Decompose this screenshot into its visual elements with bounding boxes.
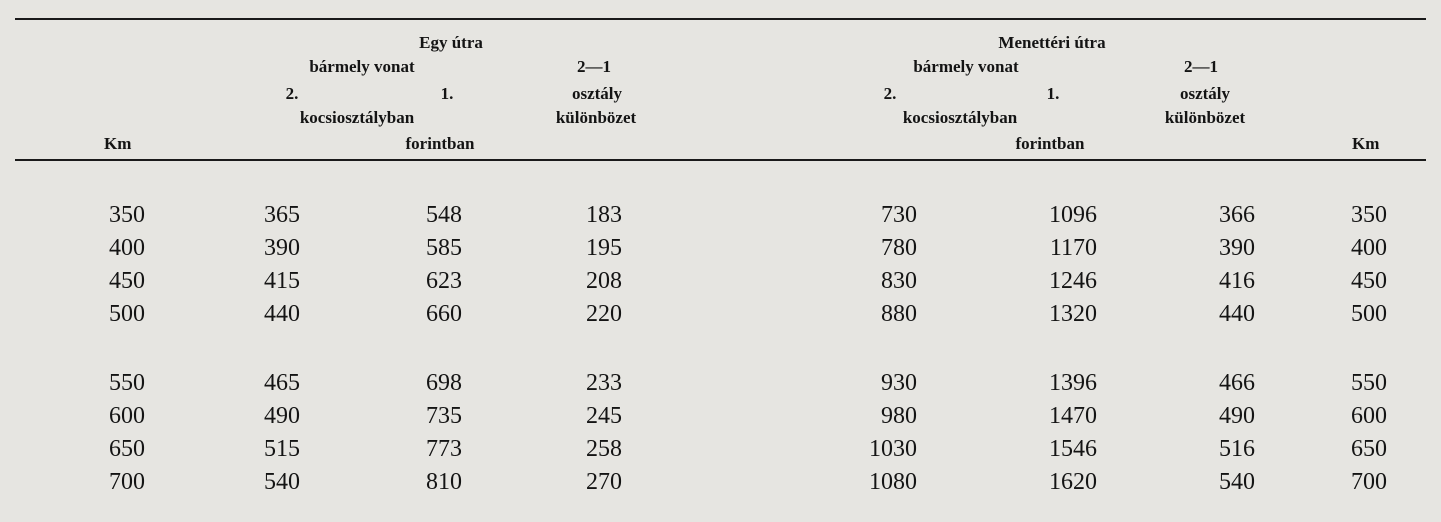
km-right-cell: 700 bbox=[1351, 469, 1387, 495]
km-right-cell: 550 bbox=[1351, 370, 1387, 396]
km-right-cell: 400 bbox=[1351, 235, 1387, 261]
round-trip-class1-cell: 1396 bbox=[1049, 370, 1097, 396]
one-way-diff-cell: 270 bbox=[586, 469, 622, 495]
one-way-diff-label-1: osztály bbox=[571, 84, 623, 103]
one-way-class2-cell: 540 bbox=[264, 469, 300, 495]
one-way-class2-cell: 440 bbox=[264, 301, 300, 327]
one-way-currency: forintban bbox=[405, 134, 475, 153]
one-way-diff-cell: 233 bbox=[586, 370, 622, 396]
round-trip-class1-cell: 1096 bbox=[1049, 202, 1097, 228]
round-trip-diff-cell: 490 bbox=[1219, 403, 1255, 429]
round-trip-class2-cell: 980 bbox=[881, 403, 917, 429]
km-header-left: Km bbox=[104, 134, 132, 153]
km-right-cell: 600 bbox=[1351, 403, 1387, 429]
km-left-cell: 450 bbox=[109, 268, 145, 294]
km-left-cell: 600 bbox=[109, 403, 145, 429]
round-trip-class2-cell: 830 bbox=[881, 268, 917, 294]
round-trip-class2-cell: 780 bbox=[881, 235, 917, 261]
round-trip-class2-cell: 1080 bbox=[869, 469, 917, 495]
table-row bbox=[0, 203, 1441, 231]
round-trip-any-train: bármely vonat bbox=[913, 57, 1019, 76]
one-way-class2-label: 2. bbox=[285, 84, 299, 103]
one-way-diff-range: 2—1 bbox=[577, 57, 611, 76]
one-way-class1-cell: 585 bbox=[426, 235, 462, 261]
one-way-diff-label-2: különbözet bbox=[555, 108, 637, 127]
round-trip-car-class: kocsiosztályban bbox=[902, 108, 1018, 127]
one-way-diff-cell: 258 bbox=[586, 436, 622, 462]
one-way-class1-cell: 773 bbox=[426, 436, 462, 462]
table-row bbox=[0, 236, 1441, 264]
km-left-cell: 700 bbox=[109, 469, 145, 495]
one-way-diff-cell: 220 bbox=[586, 301, 622, 327]
one-way-diff-cell: 195 bbox=[586, 235, 622, 261]
one-way-class2-cell: 365 bbox=[264, 202, 300, 228]
km-left-cell: 550 bbox=[109, 370, 145, 396]
top-rule bbox=[15, 18, 1426, 20]
one-way-class2-cell: 465 bbox=[264, 370, 300, 396]
round-trip-diff-cell: 390 bbox=[1219, 235, 1255, 261]
km-right-cell: 500 bbox=[1351, 301, 1387, 327]
table-row bbox=[0, 302, 1441, 330]
km-header-right: Km bbox=[1352, 134, 1380, 153]
round-trip-diff-cell: 516 bbox=[1219, 436, 1255, 462]
round-trip-class1-cell: 1470 bbox=[1049, 403, 1097, 429]
one-way-any-train: bármely vonat bbox=[309, 57, 415, 76]
one-way-class1-cell: 698 bbox=[426, 370, 462, 396]
km-left-cell: 350 bbox=[109, 202, 145, 228]
round-trip-class2-label: 2. bbox=[883, 84, 897, 103]
round-trip-diff-label-1: osztály bbox=[1179, 84, 1231, 103]
km-left-cell: 650 bbox=[109, 436, 145, 462]
one-way-diff-cell: 208 bbox=[586, 268, 622, 294]
round-trip-diff-cell: 366 bbox=[1219, 202, 1255, 228]
round-trip-class2-cell: 880 bbox=[881, 301, 917, 327]
km-left-cell: 400 bbox=[109, 235, 145, 261]
round-trip-class1-cell: 1320 bbox=[1049, 301, 1097, 327]
round-trip-class2-cell: 930 bbox=[881, 370, 917, 396]
one-way-class1-cell: 548 bbox=[426, 202, 462, 228]
table-row bbox=[0, 437, 1441, 465]
km-left-cell: 500 bbox=[109, 301, 145, 327]
one-way-class2-cell: 390 bbox=[264, 235, 300, 261]
one-way-class1-cell: 810 bbox=[426, 469, 462, 495]
round-trip-diff-cell: 440 bbox=[1219, 301, 1255, 327]
table-row bbox=[0, 269, 1441, 297]
one-way-title: Egy útra bbox=[419, 33, 483, 52]
km-right-cell: 350 bbox=[1351, 202, 1387, 228]
round-trip-diff-range: 2—1 bbox=[1184, 57, 1218, 76]
one-way-class2-cell: 515 bbox=[264, 436, 300, 462]
round-trip-diff-cell: 416 bbox=[1219, 268, 1255, 294]
one-way-class2-cell: 415 bbox=[264, 268, 300, 294]
round-trip-diff-cell: 466 bbox=[1219, 370, 1255, 396]
round-trip-class1-cell: 1620 bbox=[1049, 469, 1097, 495]
one-way-diff-cell: 183 bbox=[586, 202, 622, 228]
km-right-cell: 650 bbox=[1351, 436, 1387, 462]
round-trip-currency: forintban bbox=[1015, 134, 1085, 153]
round-trip-class1-cell: 1170 bbox=[1049, 235, 1097, 261]
one-way-class1-label: 1. bbox=[440, 84, 454, 103]
round-trip-class1-cell: 1546 bbox=[1049, 436, 1097, 462]
round-trip-class2-cell: 730 bbox=[881, 202, 917, 228]
one-way-class2-cell: 490 bbox=[264, 403, 300, 429]
table-row bbox=[0, 371, 1441, 399]
round-trip-class1-label: 1. bbox=[1046, 84, 1060, 103]
one-way-class1-cell: 660 bbox=[426, 301, 462, 327]
header-rule bbox=[15, 159, 1426, 161]
one-way-car-class: kocsiosztályban bbox=[299, 108, 415, 127]
round-trip-diff-label-2: különbözet bbox=[1164, 108, 1246, 127]
one-way-class1-cell: 623 bbox=[426, 268, 462, 294]
round-trip-diff-cell: 540 bbox=[1219, 469, 1255, 495]
one-way-diff-cell: 245 bbox=[586, 403, 622, 429]
one-way-class1-cell: 735 bbox=[426, 403, 462, 429]
table-row bbox=[0, 470, 1441, 498]
round-trip-class1-cell: 1246 bbox=[1049, 268, 1097, 294]
round-trip-class2-cell: 1030 bbox=[869, 436, 917, 462]
km-right-cell: 450 bbox=[1351, 268, 1387, 294]
round-trip-title: Menettéri útra bbox=[998, 33, 1106, 52]
table-row bbox=[0, 404, 1441, 432]
